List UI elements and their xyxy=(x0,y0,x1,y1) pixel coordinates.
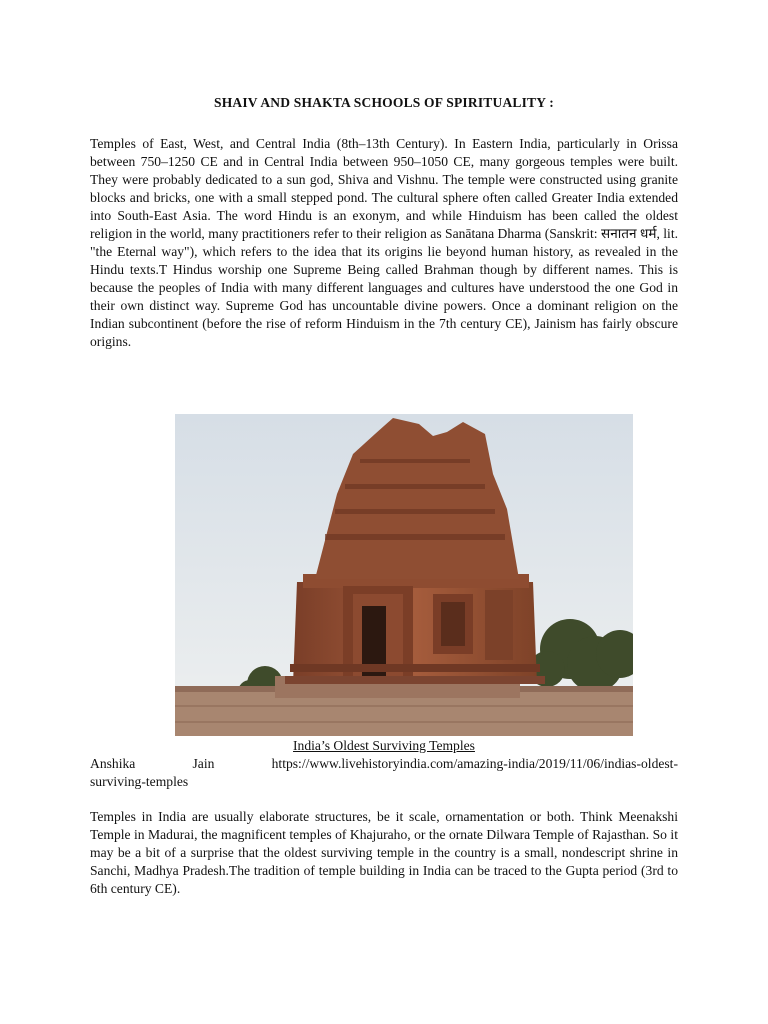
credit-author-last: Jain xyxy=(192,756,215,771)
temple-image xyxy=(175,414,633,736)
credit-url[interactable]: https://www.livehistoryindia.com/amazing-india/2019/11/06/indias-oldest- xyxy=(271,756,678,771)
image-credit xyxy=(90,755,678,791)
paragraph-2: Temples in India are usually elaborate structures, be it scale, ornamentation or both. Think Meenakshi Temple in Madurai, the magnificent temples of Khajuraho, or the ornate Dilwara Temple of Rajasthan. So it may be a bit of a surprise that the oldest surviving temple in the country is a small, nondescript shrine in Sanchi, Madhya Pradesh.The tradition of temple building in India can be traced to the Gupta period (3rd to 6th century CE). xyxy=(90,809,678,896)
figure-caption: India’s Oldest Surviving Temples xyxy=(293,738,475,753)
temple-photo xyxy=(175,414,633,736)
paragraph-1: Temples of East, West, and Central India (8th–13th Century). In Eastern India, particularly in Orissa between 750–1250 CE and in Central India between 950–1050 CE, many gorgeous temples were built. They were probably dedicated to a sun god, Shiva and Vishnu. The temple were constructed using granite blocks and bricks, one with a small stepped pond. The cultural sphere often called Greater India extended into South-East Asia. The word Hindu is an exonym, and while Hinduism has been called the oldest religion in the world, many practitioners refer to their religion as Sanātana Dharma (Sanskrit: सनातन धर्म, lit. "the Eternal way"), which refers to the idea that its origins lie beyond human history, as revealed in the Hindu texts.T Hindus worship one Supreme Being called Brahman though by different names. This is because the peoples of India with many different languages and cultures have understood the one God in their own distinct way. Supreme God has uncountable divine powers. Once a dominant religion on the Indian subcontinent (before the rise of reform Hinduism in the 7th century CE), Jainism has fairly obscure origins. xyxy=(90,136,678,349)
credit-author-first: Anshika xyxy=(90,756,136,771)
credit-url-continued[interactable]: surviving-temples xyxy=(90,774,189,789)
credit-line-1 xyxy=(90,755,678,773)
document-title: SHAIV AND SHAKTA SCHOOLS OF SPIRITUALITY : xyxy=(214,95,554,110)
